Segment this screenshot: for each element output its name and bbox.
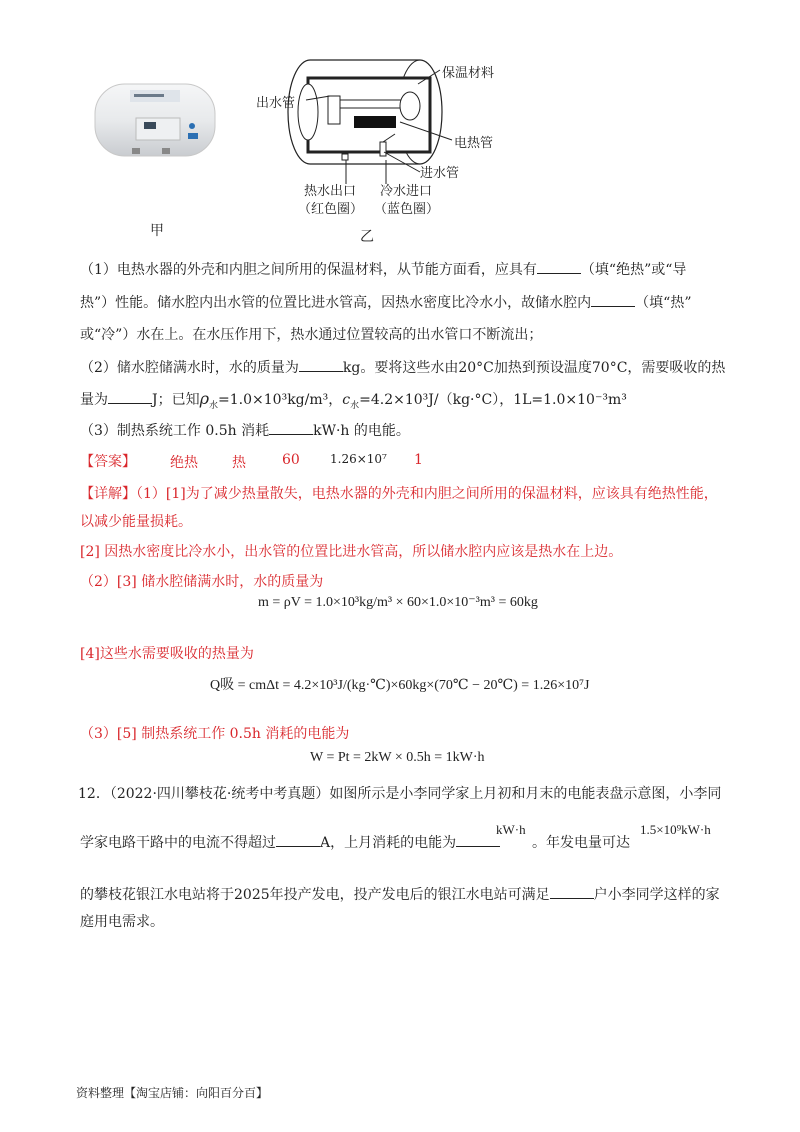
- answer-1: 绝热: [170, 455, 198, 471]
- explain-line-3: [2] 因热水密度比冷水小，出水管的位置比进水管高，所以储水腔内应该是热水在上边。: [80, 544, 623, 560]
- answer-blank-2: [591, 292, 635, 307]
- answer-5: 1: [414, 452, 423, 468]
- label-hot-outlet: 热水出口: [304, 184, 357, 199]
- answer-4: 1.26×10⁷: [330, 452, 387, 466]
- equation-mass: m = ρV = 1.0×10³kg/m³ × 60×1.0×10⁻³m³ = 60kg: [258, 595, 538, 610]
- label-heating-tube: 电热管: [454, 136, 494, 151]
- figure-label-yi: 乙: [360, 229, 374, 245]
- question-1-line-2: 热”）性能。储水腔内出水管的位置比进水管高，因热水密度比冷水小，故储水腔内 （填“热”: [80, 292, 691, 313]
- explain-line-5: [4]这些水需要吸收的热量为: [80, 646, 254, 662]
- label-hot-outlet-note: （红色圈）: [298, 202, 364, 217]
- figure-label-jia: 甲: [150, 223, 164, 239]
- q12-blank-3: [550, 884, 594, 899]
- label-outlet-pipe: 出水管: [256, 96, 296, 111]
- q12-text-annual: 。年发电量可达: [532, 835, 630, 851]
- footer-source: 资料整理【淘宝店铺：向阳百分百】: [76, 1086, 269, 1100]
- label-cold-inlet: 冷水进口: [380, 184, 433, 199]
- answer-blank-4: [108, 389, 152, 404]
- label-cold-inlet-note: （蓝色圈）: [374, 202, 440, 217]
- answer-blank-1: [537, 259, 581, 274]
- question-1-line-1: （1）电热水器的外壳和内胆之间所用的保温材料，从节能方面看，应具有 （填“绝热”或“导: [80, 259, 686, 280]
- q12-blank-1: [276, 832, 320, 847]
- question-2-line-1: （2）储水腔储满水时，水的质量为 kg。要将这些水由20°C加热到预设温度70°C，需要吸收的热: [80, 357, 725, 378]
- answer-3: 60: [282, 452, 300, 468]
- q12-line-3: 的攀枝花银江水电站将于2025年投产发电，投产发电后的银江水电站可满足 户小李同学这样的家: [80, 884, 720, 905]
- q12-blank-2: [456, 832, 500, 847]
- answer-tag: 【答案】: [80, 454, 136, 470]
- question-1-line-3: 或“冷”）水在上。在水压作用下，热水通过位置较高的出水管口不断流出；: [80, 327, 543, 343]
- explain-line-4: （2）[3] 储水腔储满水时，水的质量为: [80, 574, 324, 590]
- answer-blank-5: [269, 420, 313, 435]
- q12-annual-value: 1.5×10⁹kW·h: [640, 822, 711, 837]
- q12-line-1: 12．（2022·四川攀枝花·统考中考真题）如图所示是小李同学家上月初和月末的电能表盘示意图，小李同: [78, 786, 722, 802]
- explain-line-6: （3）[5] 制热系统工作 0.5h 消耗的电能为: [80, 726, 350, 742]
- answer-2: 热: [232, 455, 246, 471]
- question-2-line-2: 量为 J；已知$\rho_水=1.0\times 10^3kg/m^3$，$c_水=4.2\times 10^3J/(kg\cdot^\circ C)$，1L=1.0×10⁻³m³: [80, 389, 627, 411]
- q12-unit-kwh: kW·h: [496, 822, 526, 837]
- explain-line-1: 【详解】（1）[1]为了减少热量散失，电热水器的外壳和内胆之间所用的保温材料，应该具有绝热性能，: [80, 486, 718, 502]
- equation-energy: W = Pt = 2kW × 0.5h = 1kW·h: [310, 750, 485, 765]
- q12-line-4: 庭用电需求。: [80, 914, 164, 930]
- label-inlet-pipe: 进水管: [420, 166, 460, 181]
- label-insulation: 保温材料: [442, 66, 495, 81]
- question-3-line: （3）制热系统工作 0.5h 消耗 kW·h 的电能。: [80, 420, 410, 441]
- answer-blank-3: [299, 357, 343, 372]
- explain-line-2: 以减少能量损耗。: [80, 514, 192, 530]
- equation-heat: Q吸 = cmΔt = 4.2×10³J/(kg·℃)×60kg×(70℃ − 20℃) = 1.26×10⁷J: [210, 678, 590, 693]
- q12-line-2: 学家电路干路中的电流不得超过 A，上月消耗的电能为: [80, 832, 500, 853]
